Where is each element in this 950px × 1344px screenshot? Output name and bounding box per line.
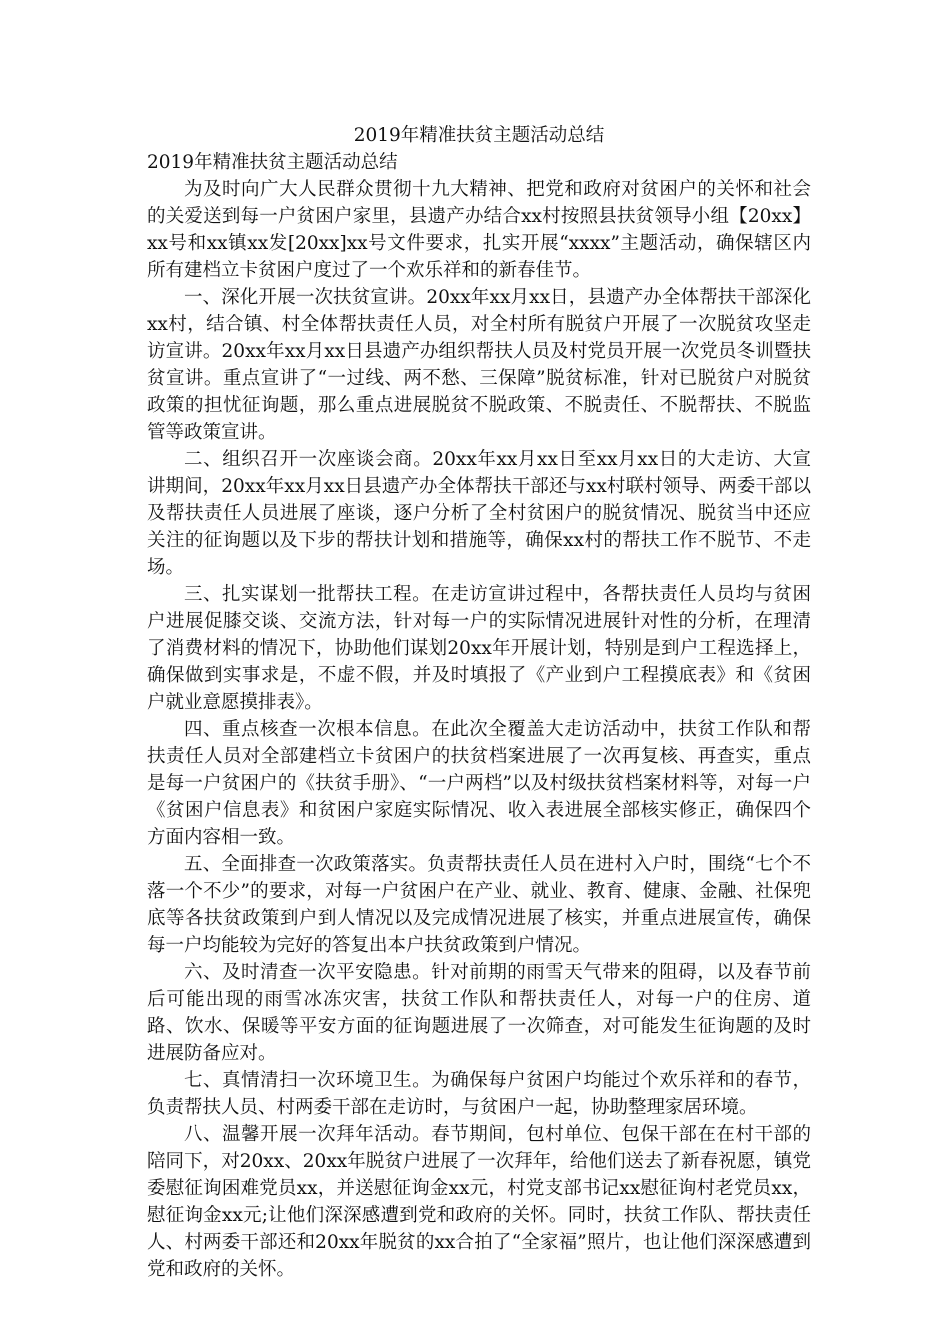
document-body <box>147 122 811 1283</box>
paragraph-section-6: 六、及时清查一次平安隐患。针对前期的雨雪天气带来的阻碍，以及春节前后可能出现的雨雪冰冻灾害，扶贫工作队和帮扶责任人，对每一户的住房、道路、饮水、保暖等平安方面的征询题进展了一次筛查，对可能发生征询题的及时进展防备应对。 <box>147 962 811 1064</box>
paragraph-section-4: 四、重点核查一次根本信息。在此次全覆盖大走访活动中，扶贫工作队和帮扶责任人员对全部建档立卡贫困户的扶贫档案进展了一次再复核、再查实，重点是每一户贫困户的《扶贫手册》、“一户两档”以及村级扶贫档案材料等，对每一户《贫困户信息表》和贫困户家庭实际情况、收入表进展全部核实修正，确保四个方面内容相一致。 <box>147 719 811 848</box>
paragraph-intro: 为及时向广大人民群众贯彻十九大精神、把党和政府对贫困户的关怀和社会的关爱送到每一户贫困户家里，县遗产办结合xx村按照县扶贫领导小组【20xx】xx号和xx镇xx发[20xx]xx号文件要求，扎实开展“xxxx”主题活动，确保辖区内所有建档立卡贫困户度过了一个欢乐祥和的新春佳节。 <box>147 179 811 281</box>
paragraph-section-5: 五、全面排查一次政策落实。负责帮扶责任人员在进村入户时，围绕“七个不落一个不少”的要求，对每一户贫困户在产业、就业、教育、健康、金融、社保兜底等各扶贫政策到户到人情况以及完成情况进展了核实，并重点进展宣传，确保每一户均能较为完好的答复出本户扶贫政策到户情况。 <box>147 854 811 956</box>
document-title: 2019年精准扶贫主题活动总结 <box>353 125 605 146</box>
paragraph-section-7: 七、真情清扫一次环境卫生。为确保每户贫困户均能过个欢乐祥和的春节，负责帮扶人员、村两委干部在走访时，与贫困户一起，协助整理家居环境。 <box>147 1070 811 1118</box>
paragraph-section-2: 二、组织召开一次座谈会商。20xx年xx月xx日至xx月xx日的大走访、大宣讲期间，20xx年xx月xx日县遗产办全体帮扶干部还与xx村联村领导、两委干部以及帮扶责任人员进展了座谈，逐户分析了全村贫困户的脱贫情况、脱贫当中还应关注的征询题以及下步的帮扶计划和措施等，确保xx村的帮扶工作不脱节、不走场。 <box>147 449 811 578</box>
paragraph-section-8: 八、温馨开展一次拜年活动。春节期间，包村单位、包保干部在在村干部的陪同下，对20xx、20xx年脱贫户进展了一次拜年，给他们送去了新春祝愿，镇党委慰征询困难党员xx，并送慰征询金xx元，村党支部书记xx慰征询村老党员xx，慰征询金xx元;让他们深深感遭到党和政府的关怀。同时，扶贫工作队、帮扶责任人、村两委干部还和20xx年脱贫的xx合拍了“全家福”照片，也让他们深深感遭到党和政府的关怀。 <box>147 1124 811 1280</box>
paragraph-section-3: 三、扎实谋划一批帮扶工程。在走访宣讲过程中，各帮扶责任人员均与贫困户进展促膝交谈、交流方法，针对每一户的实际情况进展针对性的分析，在理清了消费材料的情况下，协助他们谋划20xx年开展计划，特别是到户工程选择上，确保做到实事求是，不虚不假，并及时填报了《产业到户工程摸底表》和《贫困户就业意愿摸排表》。 <box>147 584 811 713</box>
document-subtitle: 2019年精准扶贫主题活动总结 <box>147 152 398 173</box>
paragraph-section-1: 一、深化开展一次扶贫宣讲。20xx年xx月xx日，县遗产办全体帮扶干部深化xx村，结合镇、村全体帮扶责任人员，对全村所有脱贫户开展了一次脱贫攻坚走访宣讲。20xx年xx月xx日县遗产办组织帮扶人员及村党员开展一次党员冬训暨扶贫宣讲。重点宣讲了“一过线、两不愁、三保障”脱贫标准，针对已脱贫户对脱贫政策的担忧征询题，那么重点进展脱贫不脱政策、不脱责任、不脱帮扶、不脱监管等政策宣讲。 <box>147 287 811 443</box>
